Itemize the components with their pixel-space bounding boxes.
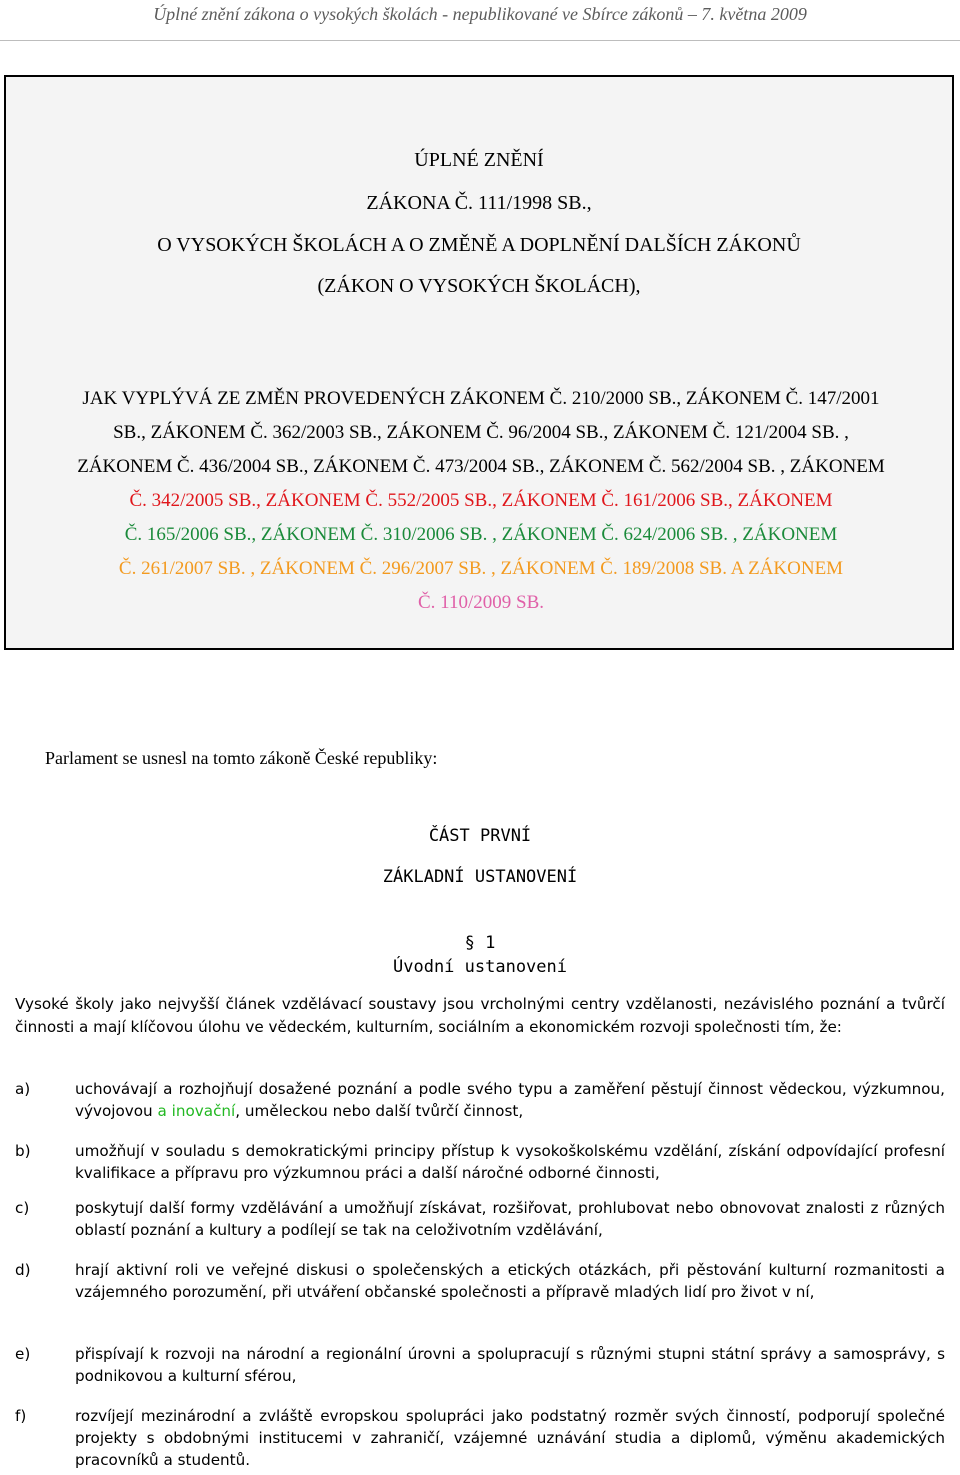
list-item-label: c) <box>15 1199 30 1217</box>
part-heading: ČÁST PRVNÍ <box>428 826 532 846</box>
list-item-label: d) <box>15 1261 31 1279</box>
list-item-label: f) <box>15 1407 27 1425</box>
amendment-line: Č. 110/2009 SB. <box>418 592 544 613</box>
title-line-1: ÚPLNÉ ZNĚNÍ <box>414 149 544 171</box>
list-item-label: a) <box>15 1080 31 1098</box>
amendment-line: ZÁKONEM Č. 436/2004 SB., ZÁKONEM Č. 473/2004 SB., ZÁKONEM Č. 562/2004 SB. , ZÁKONEM <box>77 456 885 477</box>
list-item-label: b) <box>15 1142 31 1160</box>
title-line-3: O VYSOKÝCH ŠKOLÁCH A O ZMĚNĚ A DOPLNĚNÍ DALŠÍCH ZÁKONŮ <box>157 234 801 256</box>
amendment-line: Č. 342/2005 SB., ZÁKONEM Č. 552/2005 SB., ZÁKONEM Č. 161/2006 SB., ZÁKONEM <box>129 490 833 511</box>
intro-sentence: Parlament se usnesl na tomto zákoně České republiky: <box>45 748 438 768</box>
list-item-text: hrají aktivní roli ve veřejné diskusi o společenských a etických otázkách, při pěstování kulturní rozmanitosti a vzájemného porozumění, při utváření občanské společnosti a přípravě mladých lidí pro život v ní, <box>75 1261 945 1301</box>
section-title: Úvodní ustanovení <box>393 957 567 977</box>
list-item-label: e) <box>15 1345 31 1363</box>
highlighted-text: a inovační <box>157 1102 236 1120</box>
list-item-text: rozvíjejí mezinárodní a zvláště evropskou spolupráci jako podstatný rozměr svých činností, podporují společné projekty s obdobnými institucemi v zahraničí, vzájemné uznávání studia a diplomů, výměnu akademických pracovníků a studentů. <box>75 1407 945 1469</box>
list-item-text: uchovávají a rozhojňují dosažené poznání a podle svého typu a zaměření pěstují činnost vědeckou, výzkumnou, vývojovou a inovační, uměleckou nebo další tvůrčí činnost, <box>75 1080 945 1120</box>
amendment-line: Č. 165/2006 SB., ZÁKONEM Č. 310/2006 SB. , ZÁKONEM Č. 624/2006 SB. , ZÁKONEM <box>124 524 838 545</box>
amendment-line: JAK VYPLÝVÁ ZE ZMĚN PROVEDENÝCH ZÁKONEM Č. 210/2000 SB., ZÁKONEM Č. 147/2001 <box>82 388 880 409</box>
part-subheading: ZÁKLADNÍ USTANOVENÍ <box>382 867 578 887</box>
title-box <box>4 75 954 650</box>
amendment-line: Č. 261/2007 SB. , ZÁKONEM Č. 296/2007 SB. , ZÁKONEM Č. 189/2008 SB. A ZÁKONEM <box>118 558 844 579</box>
title-line-2: ZÁKONA Č. 111/1998 SB., <box>366 192 592 214</box>
main-paragraph: Vysoké školy jako nejvyšší článek vzdělávací soustavy jsou vrcholnými centry vzdělanosti, nezávislého poznání a tvůrčí činnosti a mají klíčovou úlohu ve vědeckém, kulturním, sociálním a ekonomickém rozvoji společnosti tím, že: <box>15 995 945 1036</box>
amendment-line: SB., ZÁKONEM Č. 362/2003 SB., ZÁKONEM Č. 96/2004 SB., ZÁKONEM Č. 121/2004 SB. , <box>113 422 849 443</box>
title-line-4: (ZÁKON O VYSOKÝCH ŠKOLÁCH), <box>317 275 641 297</box>
list-item-text: umožňují v souladu s demokratickými principy přístup k vysokoškolskému vzdělání, získání odpovídající profesní kvalifikace a přípravu pro výzkumnou práci a další náročné odborné činnosti, <box>75 1142 945 1182</box>
header-divider <box>0 40 960 41</box>
running-header: Úplné znění zákona o vysokých školách - nepublikované ve Sbírce zákonů – 7. května 2009 <box>153 4 807 24</box>
list-item-text: přispívají k rozvoji na národní a regionální úrovni a spolupracují s různými stupni státní správy a samosprávy, s podnikovou a kulturní sférou, <box>75 1345 945 1385</box>
section-number: § 1 <box>464 933 496 953</box>
list-item-text: poskytují další formy vzdělávání a umožňují získávat, rozšiřovat, prohlubovat nebo obnovovat znalosti z různých oblastí poznání a kultury a podílejí se tak na celoživotním vzdělávání, <box>75 1199 945 1239</box>
